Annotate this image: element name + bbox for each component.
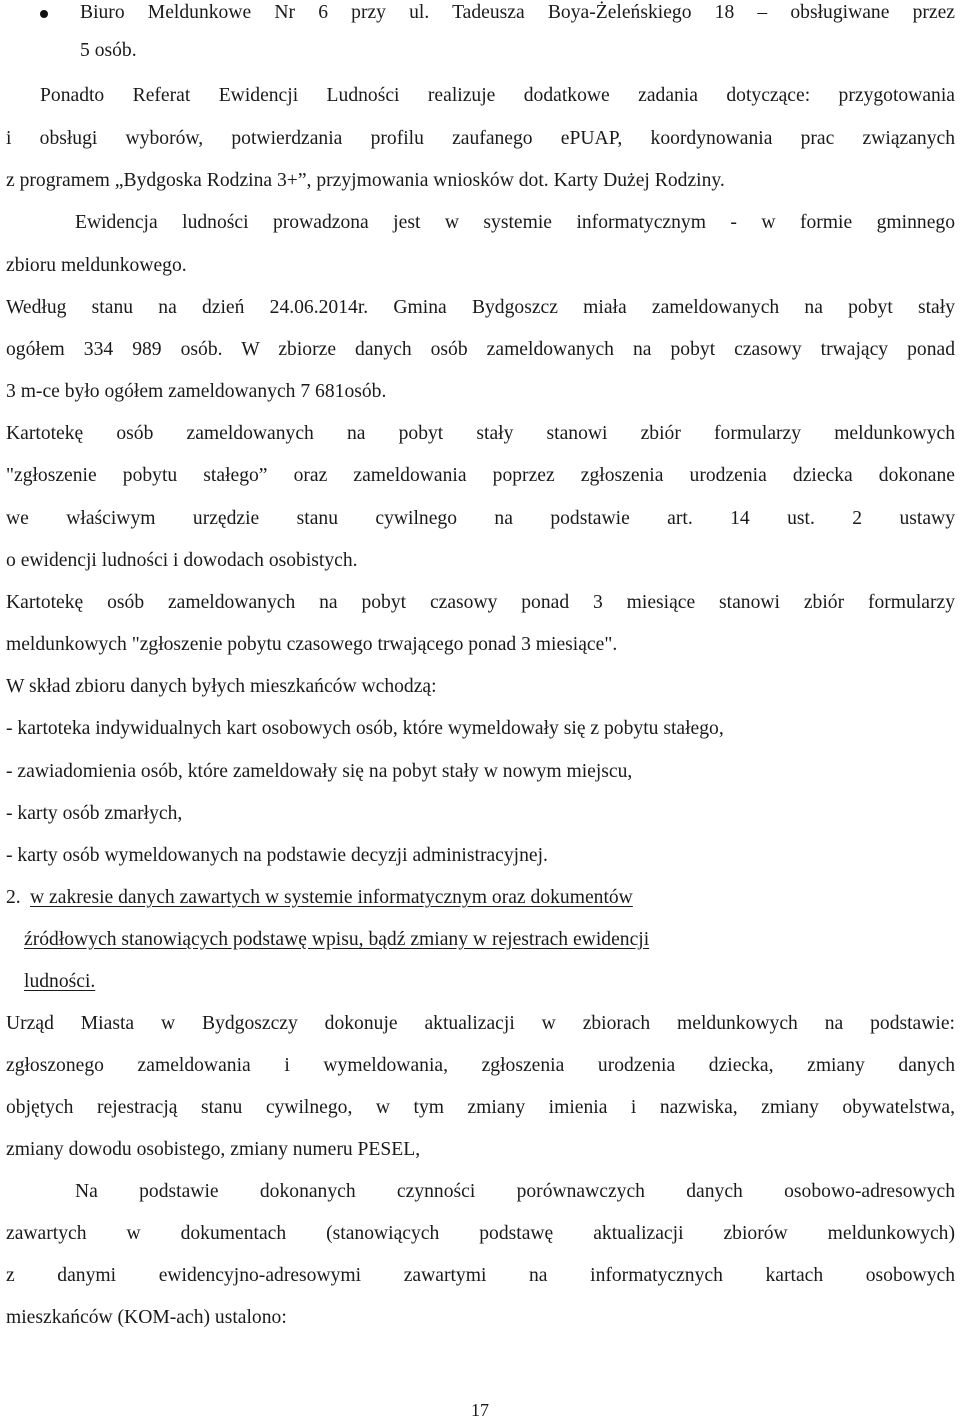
paragraph-line: zbioru meldunkowego. [6, 255, 187, 276]
list-item: - karty osób wymeldowanych na podstawie decyzji administracyjnej. [6, 845, 548, 866]
paragraph-line: objętych rejestracją stanu cywilnego, w tym zmiany imienia i nazwiska, zmiany obywatelstwa, [6, 1097, 955, 1118]
section-number: 2. [6, 887, 21, 908]
paragraph-line: zmiany dowodu osobistego, zmiany numeru PESEL, [6, 1139, 421, 1160]
bullet-point [40, 10, 48, 18]
paragraph-line: Ewidencja ludności prowadzona jest w systemie informatycznym - w formie gminnego [75, 212, 955, 233]
paragraph-line: i obsługi wyborów, potwierdzania profilu zaufanego ePUAP, koordynowania prac związanych [6, 128, 955, 149]
page-number: 17 [471, 1400, 489, 1420]
bullet-item-line: 5 osób. [80, 40, 137, 61]
section-heading-line: ludności. [24, 971, 96, 992]
paragraph-line: zgłoszonego zameldowania i wymeldowania, zgłoszenia urodzenia dziecka, zmiany danych [6, 1055, 955, 1076]
paragraph-line: Na podstawie dokonanych czynności porównawczych danych osobowo-adresowych [75, 1181, 955, 1202]
paragraph-line: z programem „Bydgoska Rodzina 3+”, przyjmowania wniosków dot. Karty Dużej Rodziny. [6, 170, 725, 191]
section-heading-line: źródłowych stanowiących podstawę wpisu, bądź zmiany w rejestrach ewidencji [24, 929, 650, 950]
paragraph-line: o ewidencji ludności i dowodach osobistych. [6, 550, 358, 571]
list-item: - karty osób zmarłych, [6, 803, 183, 824]
paragraph-line: Według stanu na dzień 24.06.2014r. Gmina Bydgoszcz miała zameldowanych na pobyt stały [6, 297, 955, 318]
list-item: - kartoteka indywidualnych kart osobowych osób, które wymeldowały się z pobytu stałego, [6, 718, 724, 739]
paragraph-line: Kartotekę osób zameldowanych na pobyt czasowy ponad 3 miesiące stanowi zbiór formularzy [6, 592, 955, 613]
paragraph-line: Urząd Miasta w Bydgoszczy dokonuje aktualizacji w zbiorach meldunkowych na podstawie: [6, 1013, 955, 1034]
paragraph-line: Ponadto Referat Ewidencji Ludności realizuje dodatkowe zadania dotyczące: przygotowania [40, 85, 955, 106]
paragraph-line: zawartych w dokumentach (stanowiących podstawę aktualizacji zbiorów meldunkowych) [6, 1223, 955, 1244]
paragraph-line: mieszkańców (KOM-ach) ustalono: [6, 1307, 287, 1328]
paragraph-line: 3 m-ce było ogółem zameldowanych 7 681osób. [6, 381, 387, 402]
paragraph-line: Kartotekę osób zameldowanych na pobyt stały stanowi zbiór formularzy meldunkowych [6, 423, 955, 444]
paragraph-line: we właściwym urzędzie stanu cywilnego na podstawie art. 14 ust. 2 ustawy [6, 508, 955, 529]
list-item: - zawiadomienia osób, które zameldowały się na pobyt stały w nowym miejscu, [6, 761, 633, 782]
list-intro: W skład zbioru danych byłych mieszkańców wchodzą: [6, 676, 437, 697]
paragraph-line: meldunkowych "zgłoszenie pobytu czasowego trwającego ponad 3 miesiące". [6, 634, 618, 655]
paragraph-line: z danymi ewidencyjno-adresowymi zawartymi na informatycznych kartach osobowych [6, 1265, 955, 1286]
paragraph-line: "zgłoszenie pobytu stałego” oraz zameldowania poprzez zgłoszenia urodzenia dziecka dokonane [6, 465, 955, 486]
section-heading-line: w zakresie danych zawartych w systemie informatycznym oraz dokumentów [30, 887, 633, 908]
paragraph-line: ogółem 334 989 osób. W zbiorze danych osób zameldowanych na pobyt czasowy trwający ponad [6, 339, 955, 360]
bullet-item-line: Biuro Meldunkowe Nr 6 przy ul. Tadeusza Boya-Żeleńskiego 18 – obsługiwane przez [80, 2, 955, 23]
